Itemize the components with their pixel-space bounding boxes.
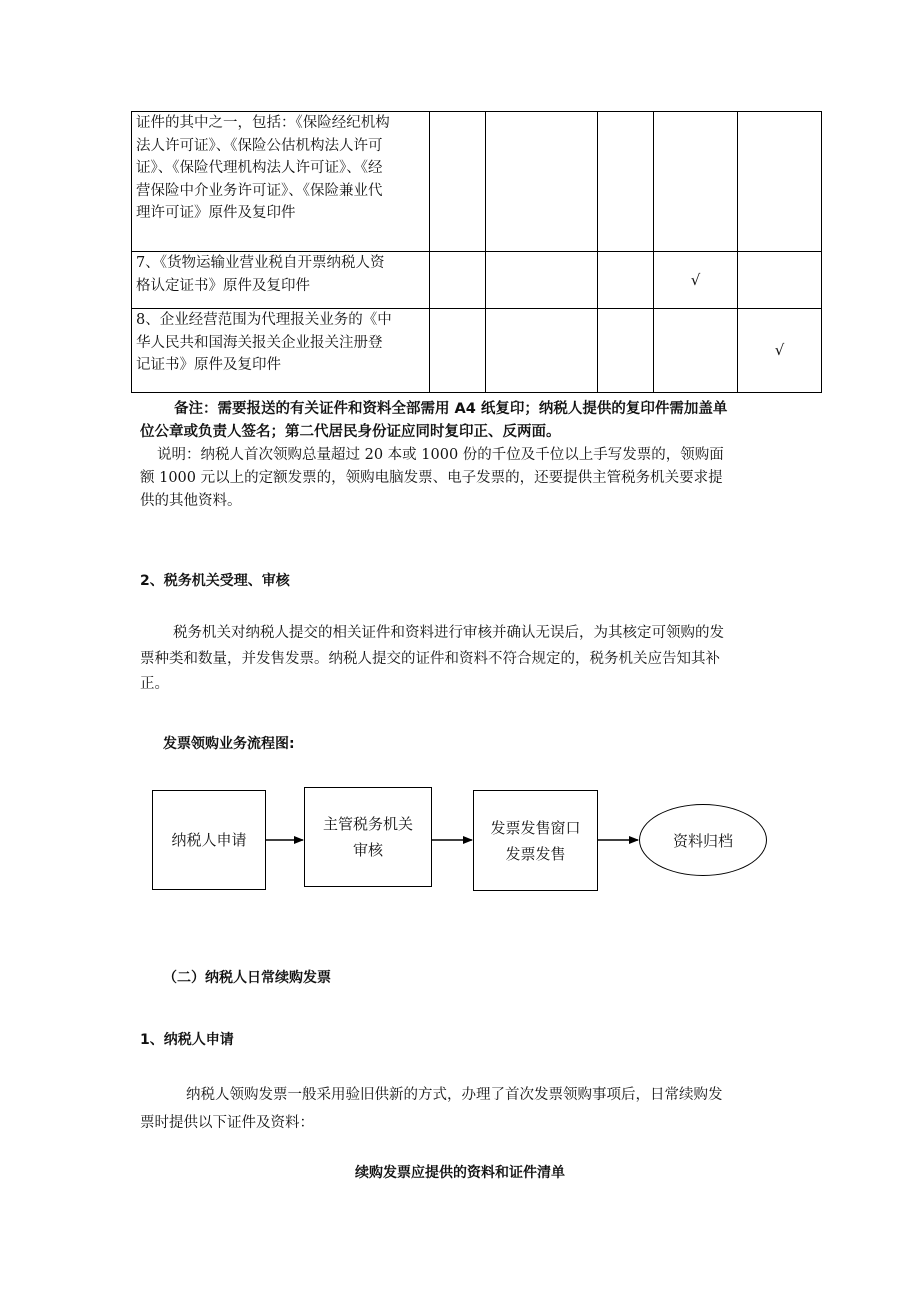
explain-line-2: 额 1000 元以上的定额发票的，领购电脑发票、电子发票的，还要提供主管税务机关要求提	[140, 470, 723, 486]
paragraph-line: 纳税人领购发票一般采用验旧供新的方式，办理了首次发票领购事项后，日常续购发	[186, 1087, 723, 1103]
cell-line: 7、《货物运输业营业税自开票纳税人资	[136, 255, 385, 271]
cell-line: 理许可证》原件及复印件	[136, 205, 296, 221]
remark-line-1: 备注：需要报送的有关证件和资料全部需用 A4 纸复印；纳税人提供的复印件需加盖单	[174, 401, 728, 417]
cell-line: 证》、《保险代理机构法人许可证》、《经	[136, 160, 383, 176]
flowchart-title: 发票领购业务流程图:	[163, 736, 295, 752]
section-heading: （二）纳税人日常续购发票	[163, 970, 331, 986]
subsection-heading: 1、纳税人申请	[140, 1032, 234, 1048]
paragraph-line: 正。	[140, 676, 169, 692]
paragraph-line: 票种类和数量，并发售发票。纳税人提交的证件和资料不符合规定的，税务机关应告知其补	[140, 651, 720, 667]
cell-line: 华人民共和国海关报关企业报关注册登	[136, 334, 383, 351]
flow-step-label: 纳税人申请	[171, 831, 247, 849]
flow-step-label: 审核	[352, 841, 383, 859]
paragraph-line: 票时提供以下证件及资料：	[140, 1115, 314, 1131]
list-title: 续购发票应提供的资料和证件清单	[355, 1165, 565, 1181]
cell-line: 法人许可证》、《保险公估机构法人许可	[136, 137, 383, 154]
cell-line: 证件的其中之一，包括：《保险经纪机构	[136, 115, 390, 131]
cell-line: 营保险中介业务许可证》、《保险兼业代	[136, 182, 383, 199]
cell-line: 格认定证书》原件及复印件	[136, 277, 310, 294]
paragraph-line: 税务机关对纳税人提交的相关证件和资料进行审核并确认无误后，为其核定可领购的发	[173, 625, 724, 641]
flow-step-label: 发票发售	[505, 844, 566, 863]
table-cell-check: √	[738, 309, 822, 393]
remark-line-2: 位公章或负责人签名；第二代居民身份证应同时复印正、反两面。	[140, 424, 561, 440]
explain-line-1: 说明：纳税人首次领购总量超过 20 本或 1000 份的千位及千位以上手写发票的，领购面	[157, 447, 724, 463]
cell-line: 记证书》原件及复印件	[136, 357, 281, 373]
cell-line: 8、企业经营范围为代理报关业务的《中	[136, 312, 392, 328]
flow-step-label: 主管税务机关	[322, 815, 413, 833]
flow-step-label: 发票发售窗口	[490, 818, 581, 837]
table-cell-check: √	[654, 252, 738, 309]
explain-line-3: 供的其他资料。	[140, 493, 242, 509]
section-heading: 2、税务机关受理、审核	[140, 573, 290, 589]
flow-step-label: 资料归档	[672, 831, 733, 850]
